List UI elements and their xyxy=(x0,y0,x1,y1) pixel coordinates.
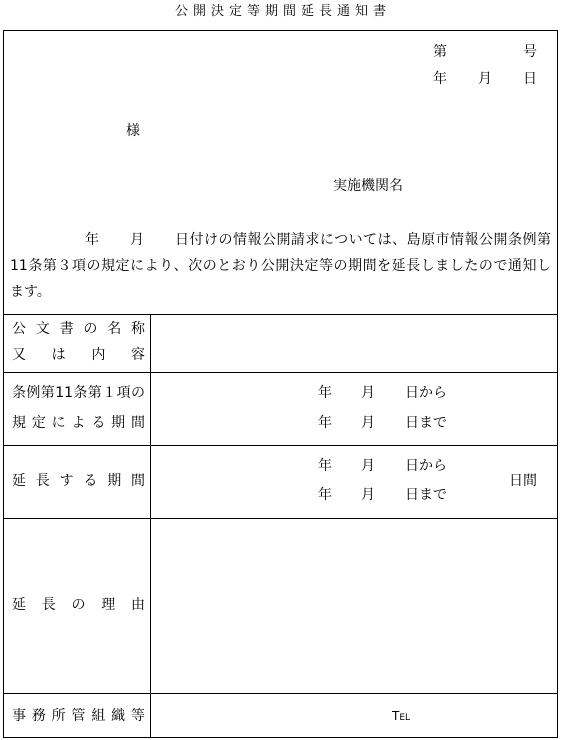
extension-from-month: 月 xyxy=(361,458,375,474)
row-divider xyxy=(3,445,558,446)
form-box xyxy=(3,30,558,738)
rule-period-from-month: 月 xyxy=(361,385,375,401)
body-line-2: 11条第３項の規定により、次のとおり公開決定等の期間を延長しましたので通知し xyxy=(10,258,551,274)
rule-period-label-line-1: 条例第11条第１項の xyxy=(12,385,145,401)
row-divider xyxy=(3,518,558,519)
extension-to-year: 年 xyxy=(318,487,332,503)
number-prefix: 第 xyxy=(433,44,447,60)
document-name-label-line-1: 公文書の名称 xyxy=(12,321,145,337)
row-divider xyxy=(3,314,558,315)
rule-period-from-year: 年 xyxy=(318,385,332,401)
rule-period-to-year: 年 xyxy=(318,415,332,431)
addressee-suffix: 様 xyxy=(126,123,140,139)
body-line-3: ます。 xyxy=(10,284,51,300)
extension-to-month: 月 xyxy=(361,487,375,503)
row-divider xyxy=(3,693,558,694)
column-divider xyxy=(150,314,151,738)
body-month: 月 xyxy=(130,232,144,248)
body-year: 年 xyxy=(85,232,99,248)
date-month: 月 xyxy=(478,71,492,87)
date-year: 年 xyxy=(433,71,447,87)
agency-label: 実施機関名 xyxy=(333,178,403,194)
rule-period-from-day: 日から xyxy=(405,385,447,401)
number-suffix: 号 xyxy=(523,44,537,60)
rule-period-label-line-2: 規定による期間 xyxy=(12,415,145,431)
extension-period-label: 延長する期間 xyxy=(12,473,145,489)
tel-label: TEL xyxy=(392,709,411,723)
date-day: 日 xyxy=(523,71,537,87)
row-divider xyxy=(3,372,558,373)
extension-from-year: 年 xyxy=(318,458,332,474)
rule-period-to-month: 月 xyxy=(361,415,375,431)
reason-label: 延長の理由 xyxy=(12,597,145,613)
office-label: 事務所管組織等 xyxy=(12,708,145,724)
body-line-1: 日付けの情報公開請求については、島原市情報公開条例第 xyxy=(175,232,551,248)
extension-days: 日間 xyxy=(509,473,537,489)
rule-period-to-day: 日まで xyxy=(405,415,447,431)
document-name-label-line-2: 又は内容 xyxy=(12,347,145,363)
extension-from-day: 日から xyxy=(405,458,447,474)
extension-to-day: 日まで xyxy=(405,487,447,503)
document-title: 公開決定等期間延長通知書 xyxy=(174,4,391,19)
